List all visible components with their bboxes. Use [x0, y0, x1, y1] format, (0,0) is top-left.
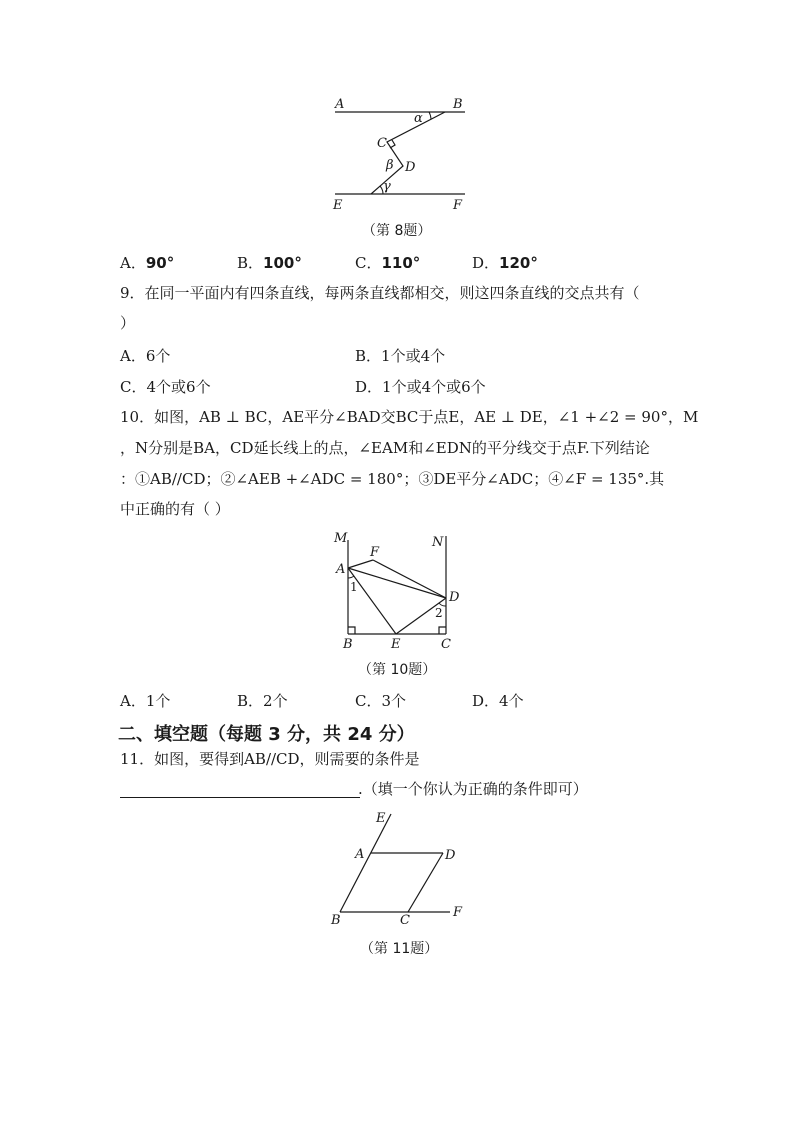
q11-label-c: C	[400, 913, 410, 928]
q11-label-f: F	[453, 905, 463, 920]
q10-line-ae	[348, 568, 396, 634]
q10-label-f: F	[370, 545, 380, 560]
q10-option-c: C．3个	[355, 692, 407, 710]
q9-text-line1: 9．在同一平面内有四条直线，每两条直线都相交，则这四条直线的交点共有（	[120, 284, 640, 302]
q11-label-b: B	[331, 913, 341, 928]
q10-figure	[328, 528, 468, 652]
q8-label-a: A	[335, 97, 345, 112]
q10-label-1: 1	[350, 580, 358, 594]
q8-option-d: D．120°	[472, 254, 538, 272]
q8-label-d: D	[405, 160, 416, 175]
q11-answer-blank[interactable]	[120, 781, 360, 798]
q9-option-d: D．1个或4个或6个	[355, 378, 486, 396]
q10-label-m: M	[334, 531, 348, 546]
q11-caption: （第 11题）	[360, 941, 439, 957]
q8-caption: （第 8题）	[362, 223, 432, 239]
q9-text-line2: ）	[120, 314, 136, 332]
q10-option-a: A．1个	[120, 692, 171, 710]
q10-text-line1: 10．如图，AB ⊥ BC，AE平分∠BAD交BC于点E，AE ⊥ DE，∠1 +∠2 = 90°，M	[120, 408, 699, 426]
q11-figure	[325, 806, 475, 930]
q8-label-b: B	[453, 97, 463, 112]
q10-option-d: D．4个	[472, 692, 524, 710]
q10-label-2: 2	[435, 606, 443, 620]
q8-figure	[325, 92, 475, 214]
q11-line-eb	[340, 814, 391, 912]
q10-label-n: N	[432, 535, 444, 550]
q8-option-a: A．90°	[120, 254, 175, 272]
q8-arc-alpha	[429, 112, 431, 119]
q10-right-angle-b	[348, 627, 355, 634]
q11-label-e: E	[376, 811, 386, 826]
q10-label-c: C	[441, 637, 451, 652]
q10-text-line2: ，N分别是BA，CD延长线上的点，∠EAM和∠EDN的平分线交于点F.下列结论	[120, 439, 650, 457]
q10-option-b: B．2个	[237, 692, 288, 710]
q11-label-a: A	[355, 847, 365, 862]
section-heading: 二、填空题（每题 3 分，共 24 分）	[118, 724, 415, 745]
q10-line-af	[348, 560, 373, 568]
q8-option-c: C．110°	[355, 254, 421, 272]
q10-label-e: E	[391, 637, 401, 652]
q10-text-line4: 中正确的有（ ）	[120, 500, 230, 518]
q11-line-dc	[408, 853, 443, 912]
q11-text-line1: 11．如图，要得到AB//CD，则需要的条件是	[120, 750, 420, 768]
q8-label-f: F	[453, 198, 463, 213]
q10-arc-1	[348, 576, 354, 578]
q10-label-d: D	[449, 590, 460, 605]
q8-option-b: B．100°	[237, 254, 302, 272]
q10-label-a: A	[336, 562, 346, 577]
q10-label-b: B	[343, 637, 353, 652]
q8-label-e: E	[333, 198, 343, 213]
q9-option-b: B．1个或4个	[355, 347, 446, 365]
q9-option-a: A．6个	[120, 347, 171, 365]
q10-right-angle-c	[439, 627, 446, 634]
q10-caption: （第 10题）	[358, 662, 437, 678]
q11-label-d: D	[445, 848, 456, 863]
q8-label-c: C	[377, 136, 387, 151]
q8-label-beta: β	[386, 158, 394, 173]
q10-text-line3: ：①AB//CD；②∠AEB +∠ADC = 180°；③DE平分∠ADC；④∠F = 135°.其	[120, 470, 665, 488]
q8-label-gamma: γ	[383, 179, 391, 194]
q9-option-c: C．4个或6个	[120, 378, 211, 396]
q11-text-line2: .（填一个你认为正确的条件即可）	[358, 780, 588, 798]
q8-label-alpha: α	[414, 111, 423, 126]
